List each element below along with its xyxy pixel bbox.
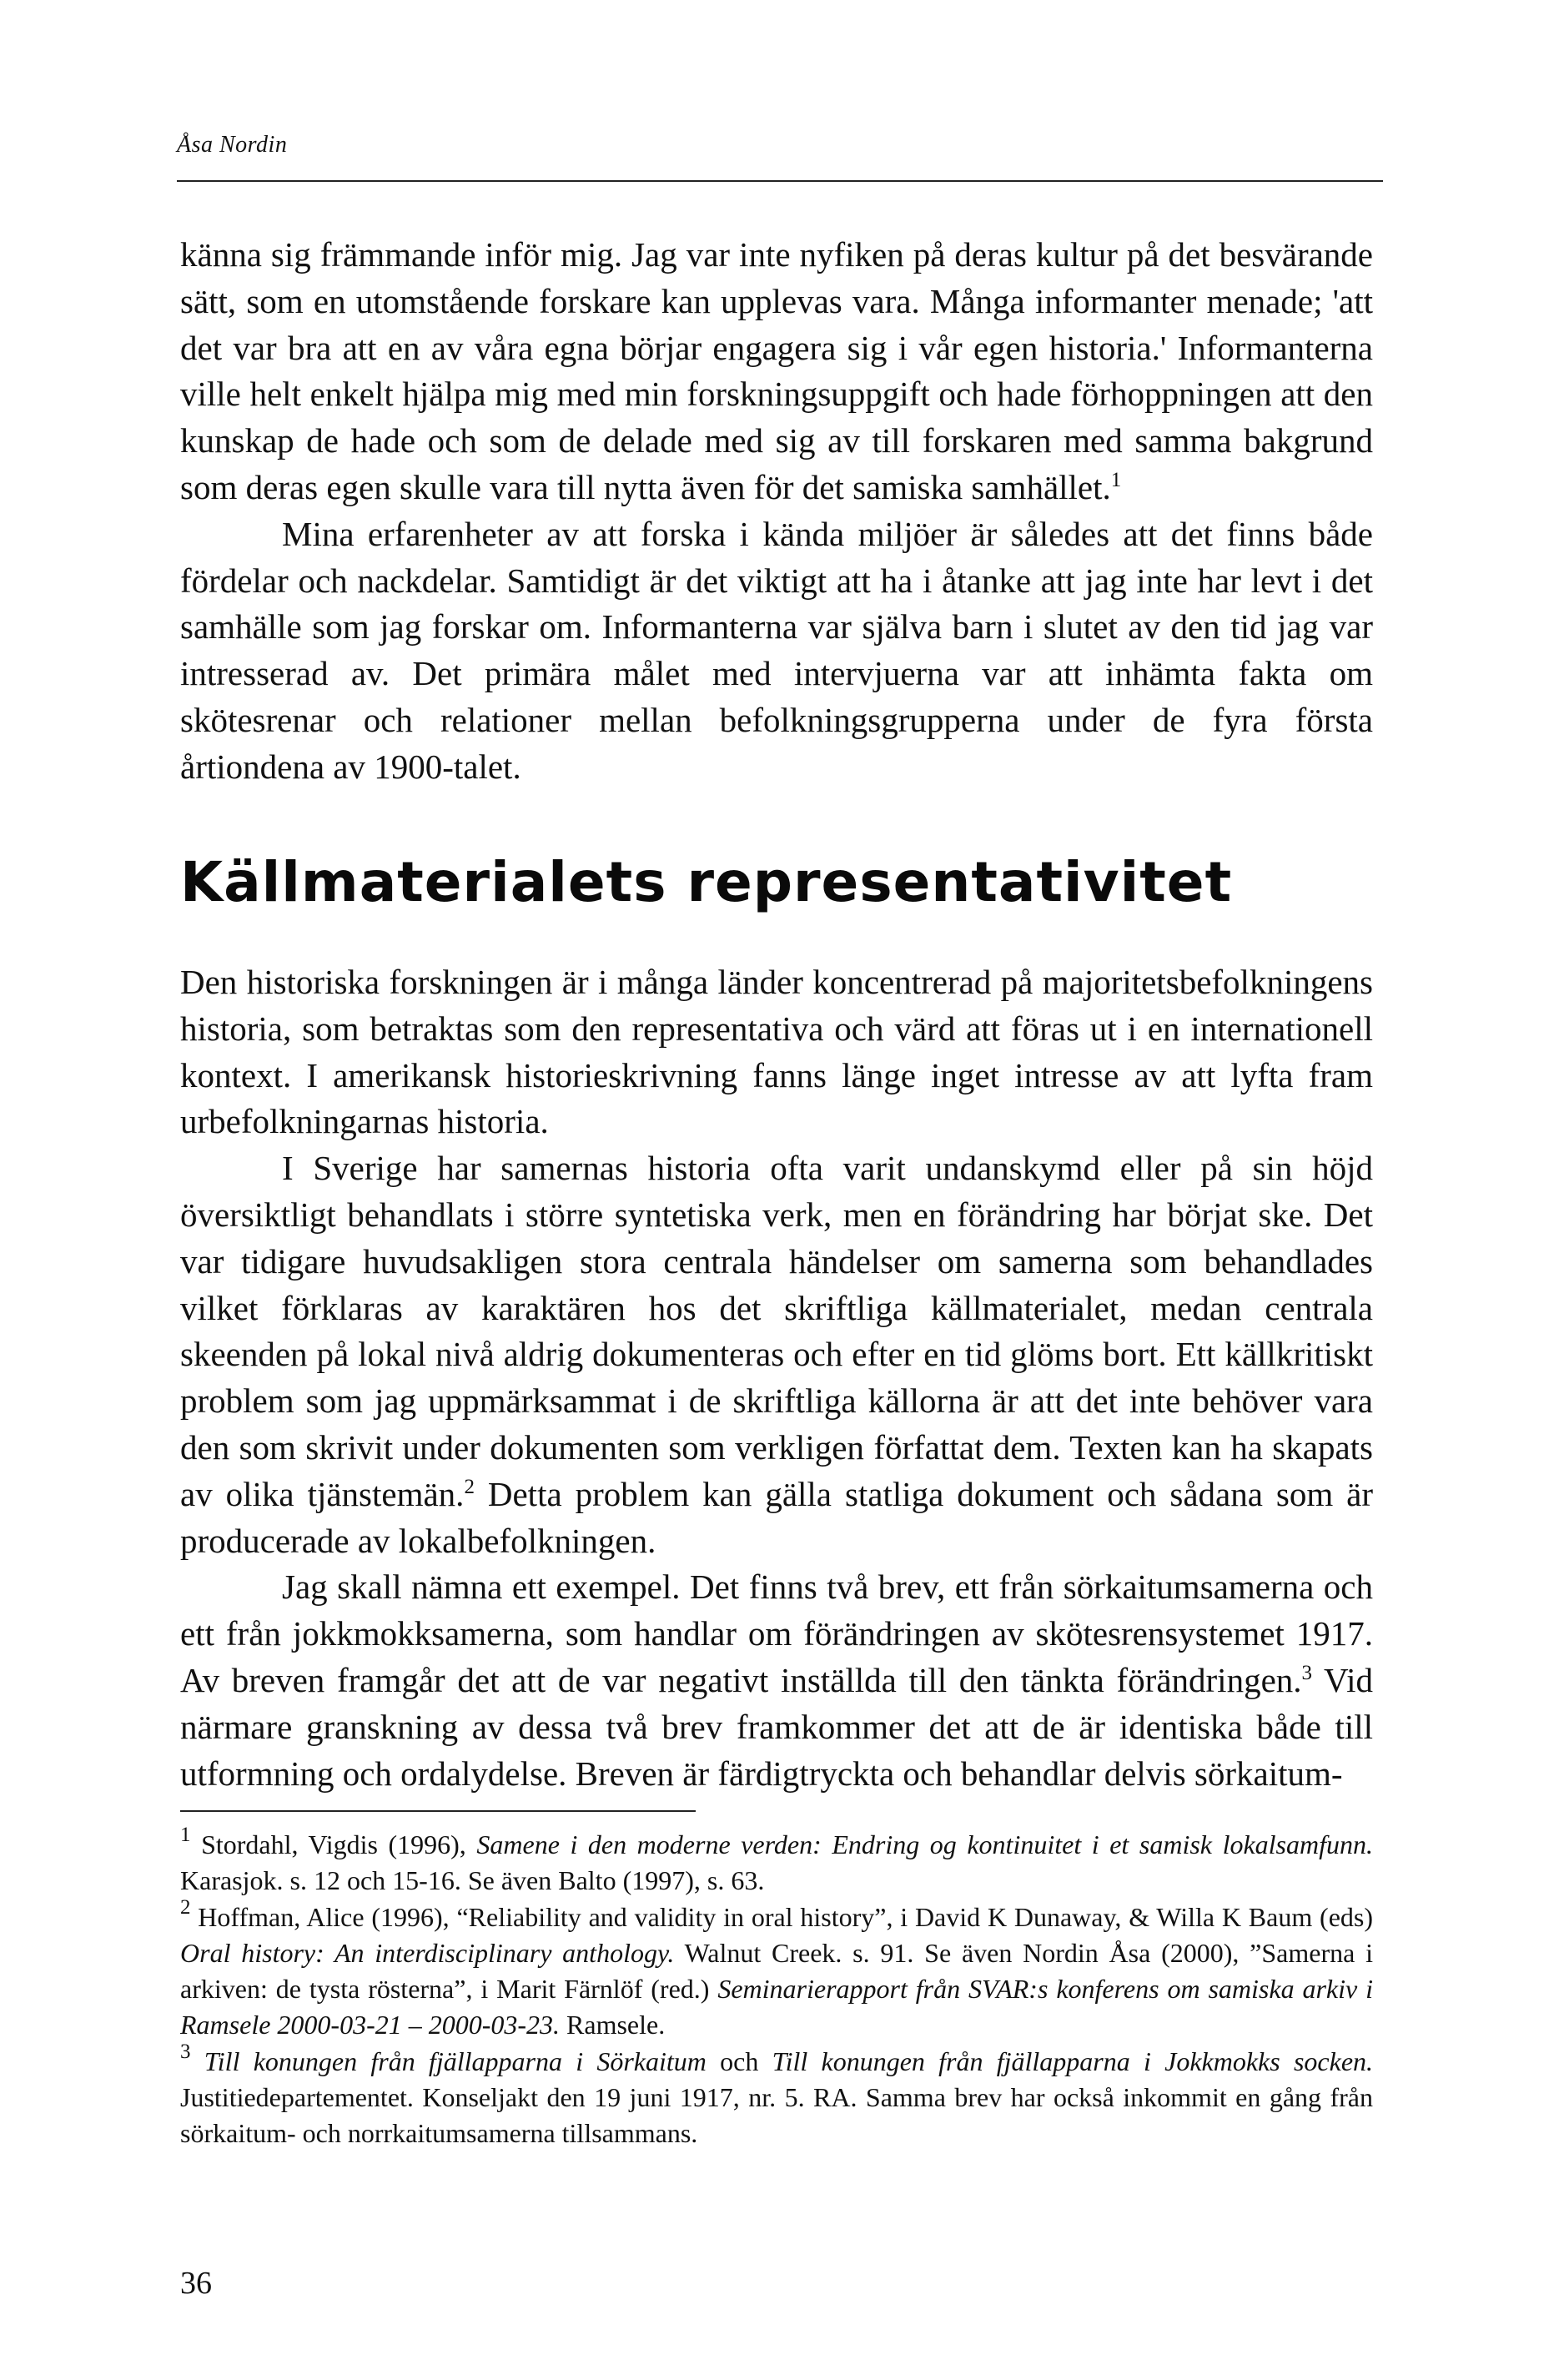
paragraph-text: I Sverige har samernas historia ofta varit undanskymd eller på sin höjd översiktligt behandlats i större syntetiska verk, men en förändring har börjat ske. Det var tidigare huvudsakligen stora centrala händelser om samerna som behandlades vilket förklaras av karaktären hos det skriftliga källmaterialet, medan centrala skeenden på lokal nivå aldrig dokumenteras och efter en tid glöms bort. Ett källkritiskt problem som jag uppmärksammat i de skriftliga källorna är att det inte behöver vara den som skrivit under dokumenten som verkligen författat dem. Texten kan ha skapats av olika tjänstemän.: [180, 1149, 1373, 1513]
footnote-text: Hoffman, Alice (1996), “Reliability and validity in oral history”, i David K Dunaway, & Willa K Baum (eds): [198, 1901, 1373, 1932]
running-head: Åsa Nordin: [177, 132, 288, 158]
paragraph: Den historiska forskningen är i många länder koncentrerad på majoritetsbefolkningens historia, som betraktas som den representativa och värd att föras ut i en internationell kontext. I amerikansk historieskrivning fanns länge inget intresse av att lyfta fram urbefolkningarnas historia.: [180, 963, 1373, 1141]
header-rule: [177, 180, 1383, 182]
footnote-text: Justitiedepartementet. Konseljakt den 19 juni 1917, nr. 5. RA. Samma brev har också inkommit en gång från sörkaitum- och norrkaitumsamerna tillsammans.: [180, 2082, 1373, 2149]
footnote-3: [180, 2040, 1374, 2152]
page-number: 36: [180, 2266, 212, 2301]
paragraph-text: Vid närmare granskning av dessa två brev framkommer det att de är identiska både till utformning och ordalydelse. Breven är färdigtryckta och behandlar delvis sörkaitum-: [180, 1660, 1374, 1793]
paragraph: [180, 232, 1373, 511]
paragraph-text: Jag skall nämna ett exempel. Det finns två brev, ett från sörkaitumsamerna och ett från jokkmokksamerna, som handlar om förändringen av skötesrensystemet 1917. Av breven framgår det att de var negativt inställda till den tänkta förändringen.: [180, 1567, 1373, 1699]
paragraph-text: känna sig främmande inför mig. Jag var inte nyfiken på deras kultur på det besvärande sätt, som en utomstående forskare kan upplevas vara. Många informanter menade; 'att det var bra att en av våra egna börjar engagera sig i vår egen historia.' Informanterna ville helt enkelt hjälpa mig med min forskningsuppgift och hade förhoppningen att den kunskap de hade och som de delade med sig av till forskaren med samma bakgrund som deras egen skulle vara till nytta även för det samiska samhället.: [180, 235, 1373, 506]
footnote-title: Till konungen från fjällapparna i Jokkmokks socken.: [772, 2045, 1374, 2076]
body-text-top: [180, 232, 1373, 791]
footnote-2: [180, 1895, 1374, 2044]
footnote-number: 3: [180, 2040, 191, 2063]
footnote-text: och: [706, 2045, 772, 2076]
footnote-title: Seminarierapport från SVAR:s konferens om samiska arkiv i Ramsele 2000-03-21 – 2000-03-23.: [180, 1974, 1374, 2040]
paragraph: Mina erfarenheter av att forska i kända miljöer är således att det finns både fördelar och nackdelar. Samtidigt är det viktigt att ha i åtanke att jag inte har levt i det samhälle som jag forskar om. Informanterna var själva barn i slutet av den tid jag var intresserad av. Det primära målet med intervjuerna var att inhämta fakta om skötesrenar och relationer mellan befolkningsgrupperna under de fyra första årtiondena av 1900-talet.: [180, 514, 1373, 786]
paragraph: [180, 1145, 1373, 1564]
footnote-text: Karasjok. s. 12 och 15-16. Se även Balto (1997), s. 63.: [180, 1865, 765, 1896]
footnote-text: Walnut Creek. s. 91. Se även Nordin Åsa (2000), ”Samerna i arkiven: de tysta rösterna”, i Marit Färnlöf (red.): [180, 1937, 1374, 2005]
footnote-number: 2: [180, 1895, 191, 1919]
footnote-1: [180, 1824, 1374, 1899]
footnote-ref-2: 2: [464, 1475, 475, 1498]
footnotes: [180, 1824, 1374, 2152]
footnote-title: Oral history: An interdisciplinary anthology.: [180, 1937, 675, 1968]
footnote-title: Samene i den moderne verden: Endring og kontinuitet i et samisk lokalsamfunn.: [476, 1829, 1374, 1859]
paragraph-text: Detta problem kan gälla statliga dokument och sådana som är producerade av lokalbefolkningen.: [180, 1474, 1373, 1560]
footnote-rule: [180, 1810, 696, 1812]
paragraph: [180, 1564, 1373, 1797]
footnote-number: 1: [180, 1824, 191, 1846]
footnote-ref-3: 3: [1301, 1661, 1313, 1684]
footnote-text: Ramsele.: [560, 2010, 666, 2040]
footnote-text: Stordahl, Vigdis (1996),: [201, 1829, 477, 1859]
footnote-ref-1: 1: [1110, 468, 1122, 491]
footnote-title: Till konungen från fjällapparna i Sörkaitum: [204, 2045, 707, 2076]
section-heading: Källmaterialets representativitet: [180, 850, 1233, 914]
body-text-section: [180, 959, 1373, 1797]
